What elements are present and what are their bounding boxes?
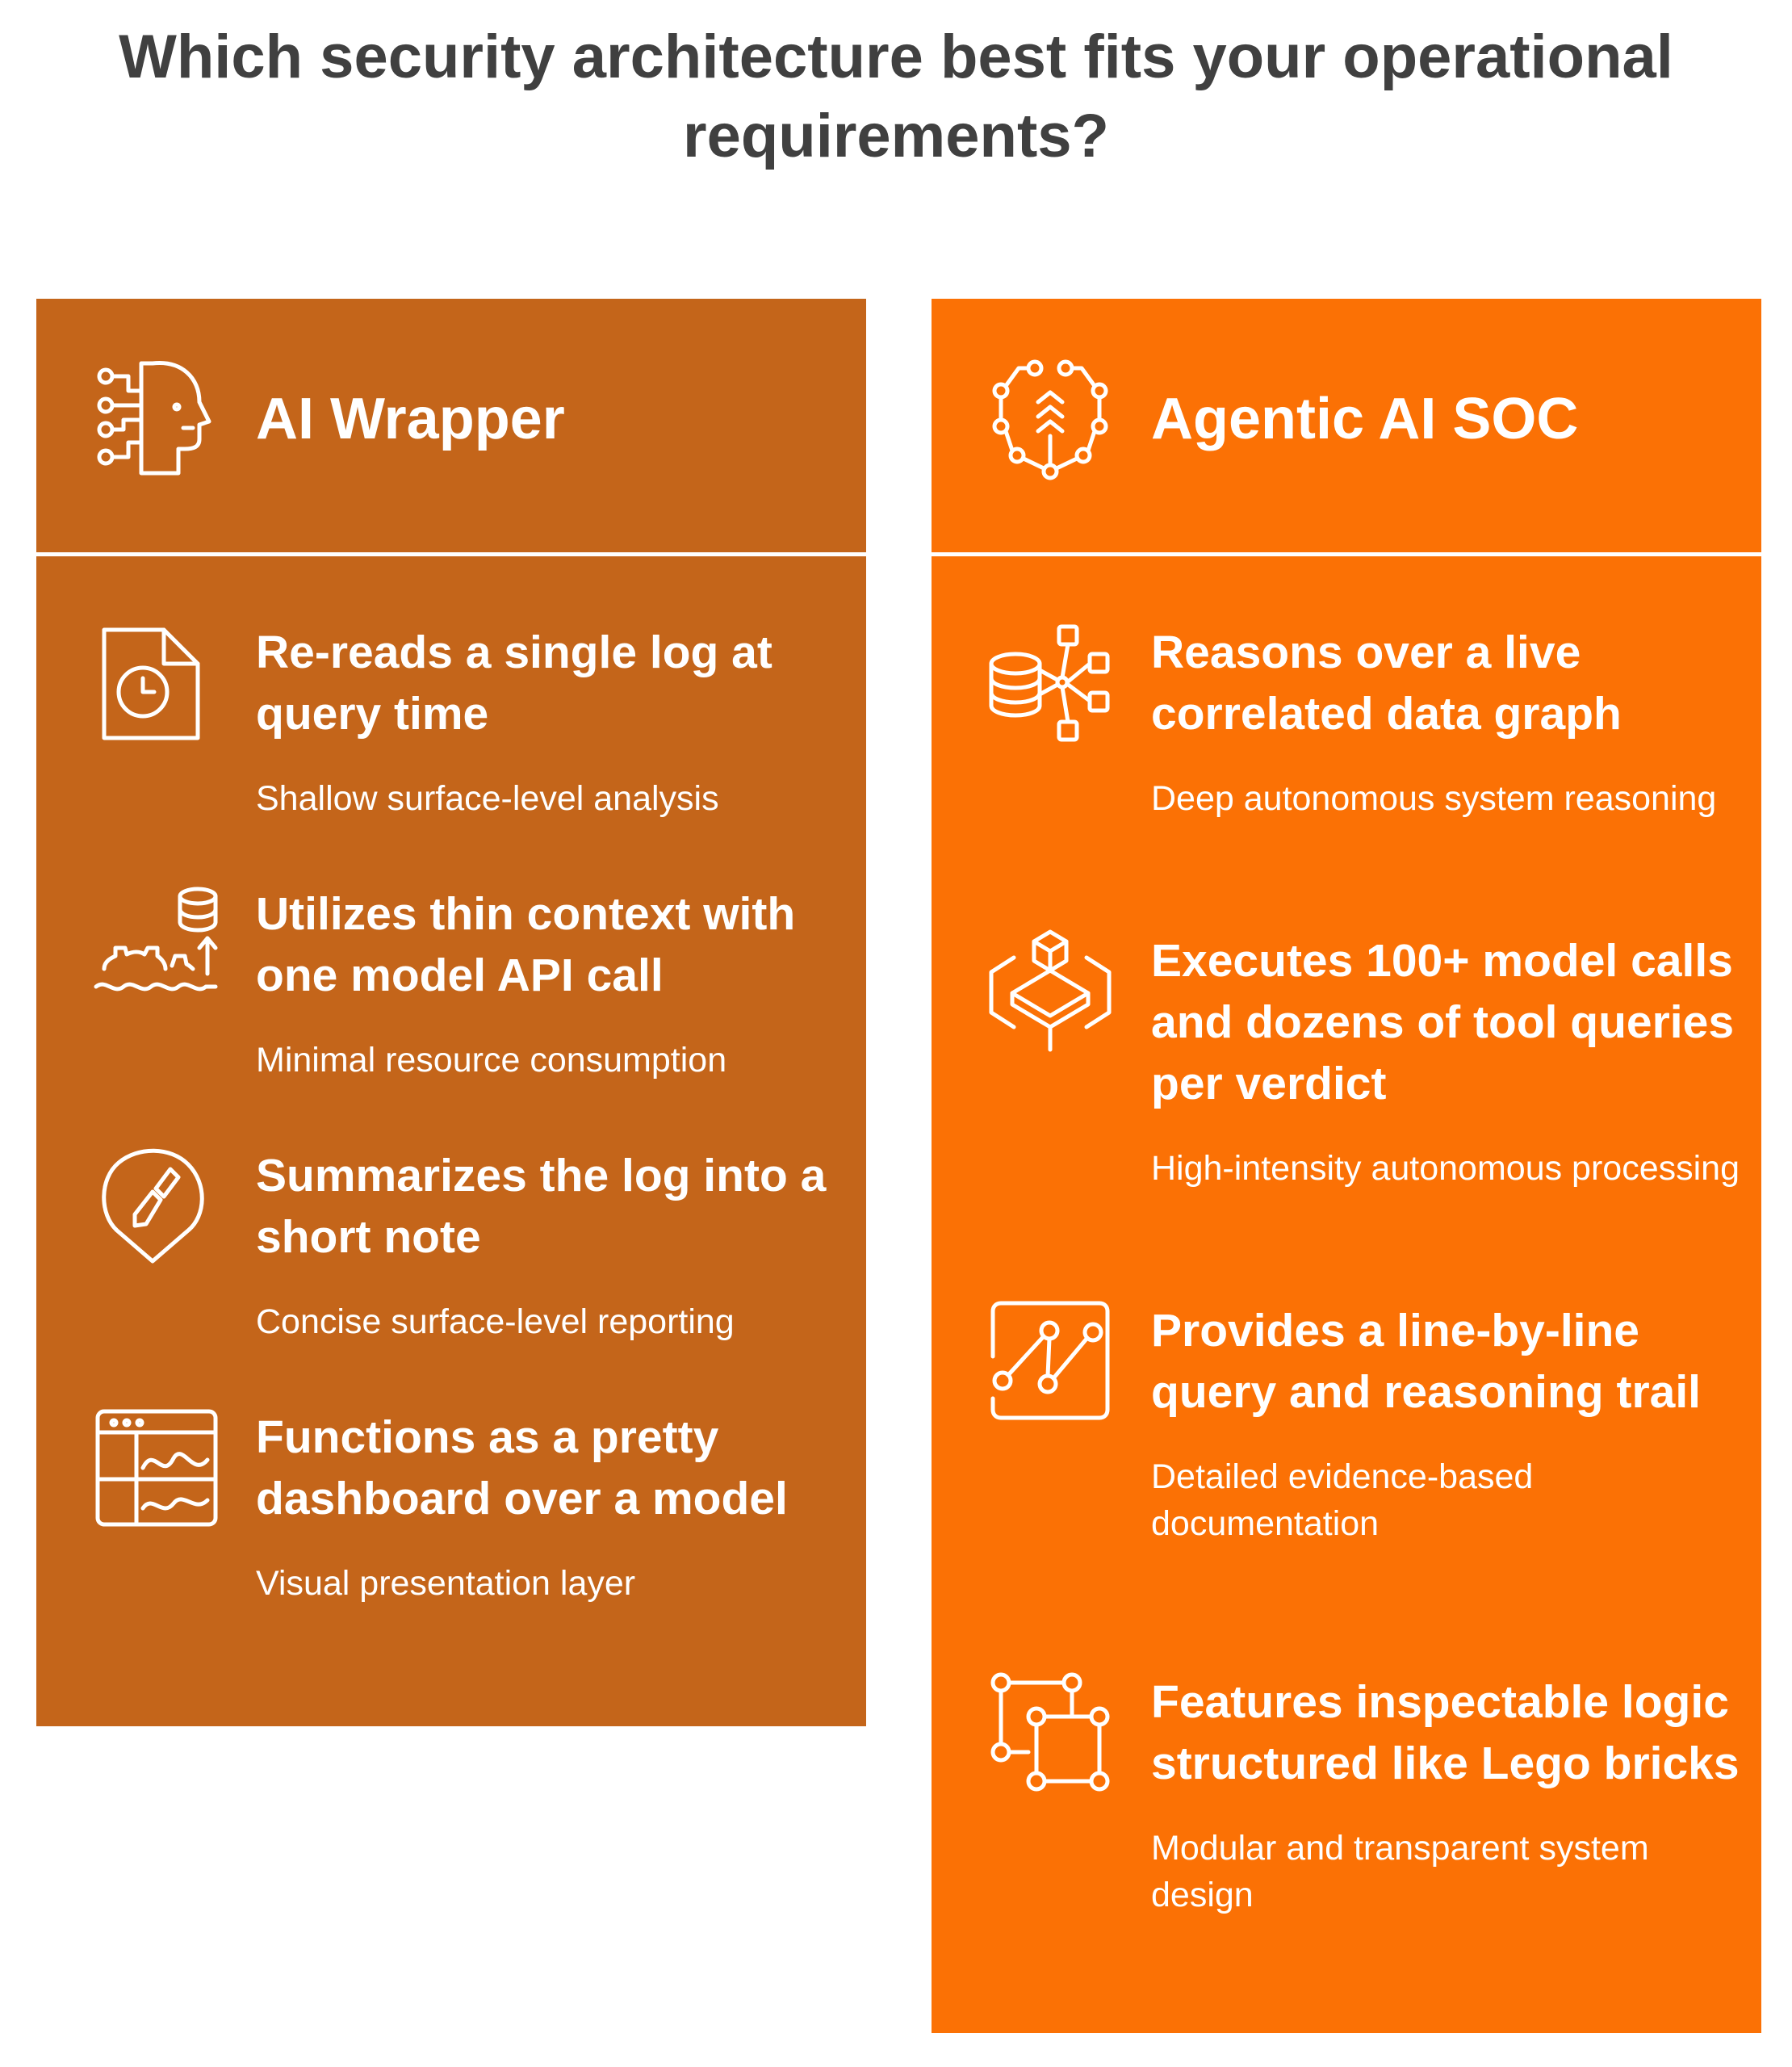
database-network-icon	[990, 622, 1111, 743]
item-description: High-intensity autonomous processing	[1151, 1149, 1740, 1188]
item-description: Modular and transparent system design	[1151, 1829, 1649, 1914]
item-description: Detailed evidence-based documentation	[1151, 1457, 1534, 1543]
item-description: Minimal resource consumption	[256, 1041, 727, 1080]
item-title: Reasons over a live correlated data graph	[1151, 627, 1622, 740]
agentic-ai-soc-panel	[932, 299, 1761, 2033]
node-grid-blocks-icon	[990, 1671, 1111, 1792]
ai-wrapper-title: AI Wrapper	[256, 387, 565, 451]
dashboard-window-icon	[94, 1407, 216, 1528]
item-title: Re-reads a single log at query time	[256, 627, 772, 740]
item-description: Visual presentation layer	[256, 1564, 636, 1603]
agentic-ai-soc-header	[932, 299, 1761, 552]
item-title: Features inspectable logic structured like Lego bricks	[1151, 1676, 1740, 1789]
item-title: Provides a line-by-line query and reasoning trail	[1151, 1305, 1701, 1418]
ai-wrapper-panel	[36, 299, 866, 1726]
agentic-ai-soc-divider	[932, 552, 1761, 556]
item-title: Utilizes thin context with one model API call	[256, 888, 796, 1001]
item-description: Deep autonomous system reasoning	[1151, 779, 1717, 818]
item-title: Summarizes the log into a short note	[256, 1150, 827, 1263]
item-title: Functions as a pretty dashboard over a model	[256, 1411, 788, 1524]
item-title: Executes 100+ model calls and dozens of tool queries per verdict	[1151, 935, 1735, 1109]
isometric-layers-icon	[990, 930, 1111, 1051]
location-pin-trowel-icon	[94, 1145, 216, 1266]
item-description: Shallow surface-level analysis	[256, 779, 719, 818]
item-description: Concise surface-level reporting	[256, 1302, 735, 1341]
document-clock-icon	[94, 622, 216, 743]
agentic-ai-soc-title: Agentic AI SOC	[1151, 387, 1579, 451]
line-chart-trail-icon	[990, 1300, 1111, 1421]
ai-wrapper-divider	[36, 552, 866, 556]
ai-head-circuit-icon	[94, 358, 216, 480]
ai-wrapper-header	[36, 299, 866, 552]
network-hexagon-icon	[990, 358, 1111, 480]
database-gears-icon	[94, 883, 216, 1004]
page-title: Which security architecture best fits your operational requirements?	[119, 23, 1673, 170]
